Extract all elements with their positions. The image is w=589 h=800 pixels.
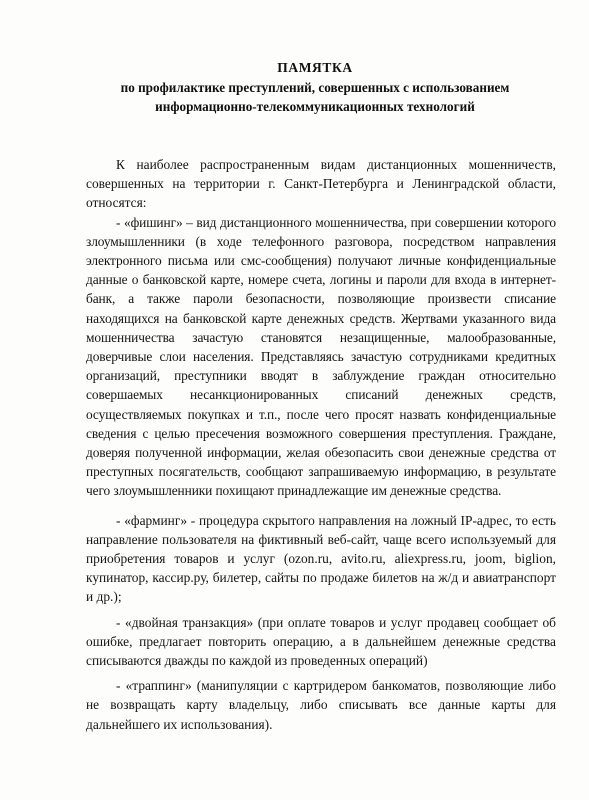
document-subtitle-line-2: информационно-телекоммуникационных технологий [155,99,475,114]
document-subtitle-line-1: по профилактике преступлений, совершенных с использованием [120,80,510,95]
pharming-paragraph: - «фарминг» - процедура скрытого направления на ложный IP-адрес, то есть направление пользователя на фиктивный веб-сайт, чаще всего используемый для приобретения товаров и услуг (ozon.ru, avito.ru, aliexpress.ru, joom, biglion, купинатор, кассир.ру, билетер, сайты по продаже билетов на ж/д и авиатранспорт и др.); [86,512,556,605]
document-title: ПАМЯТКА [277,60,353,75]
intro-paragraph: К наиболее распространенным видам дистанционных мошенничеств, совершенных на территории г. Санкт-Петербурга и Ленинградской области, относятся: [86,157,556,211]
document-body [86,155,556,734]
document-header [70,58,560,116]
trapping-paragraph: - «траппинг» (манипуляции с картридером банкоматов, позволяющие либо не возвращать карту владельцу, либо списывать все данные карты для дальнейшего их использования). [86,678,556,732]
phishing-paragraph: - «фишинг» – вид дистанционного мошенничества, при совершении которого злоумышленники (в ходе телефонного разговора, посредством направления электронного письма или смс-сообщения) получают личные конфиденциальные данные о банковской карте, номере счета, логины и пароли для входа в интернет-банк, а также пароли безопасности, позволяющие произвести списание находящихся на банковской карте денежных средств. Жертвами указанного вида мошенничества зачастую становятся незащищенные, малообразованные, доверчивые слои населения. Представляясь зачастую сотрудниками кредитных организаций, преступники вводят в заблуждение граждан относительно совершаемых несанкционированных списаний денежных средств, осуществляемых покупках и т.п., после чего просят назвать конфиденциальные сведения с целью пресечения возможного совершения преступления. Граждане, доверяя полученной информации, желая обезопасить свои денежные средства от преступных посягательств, сообщают запрашиваемую информацию, в результате чего злоумышленники похищают принадлежащие им денежные средства. [86,214,556,499]
double-transaction-paragraph: - «двойная транзакция» (при оплате товаров и услуг продавец сообщает об ошибке, предлагает повторить операцию, а в дальнейшем денежные средства списываются дважды по каждой из проведенных операций) [86,614,556,669]
